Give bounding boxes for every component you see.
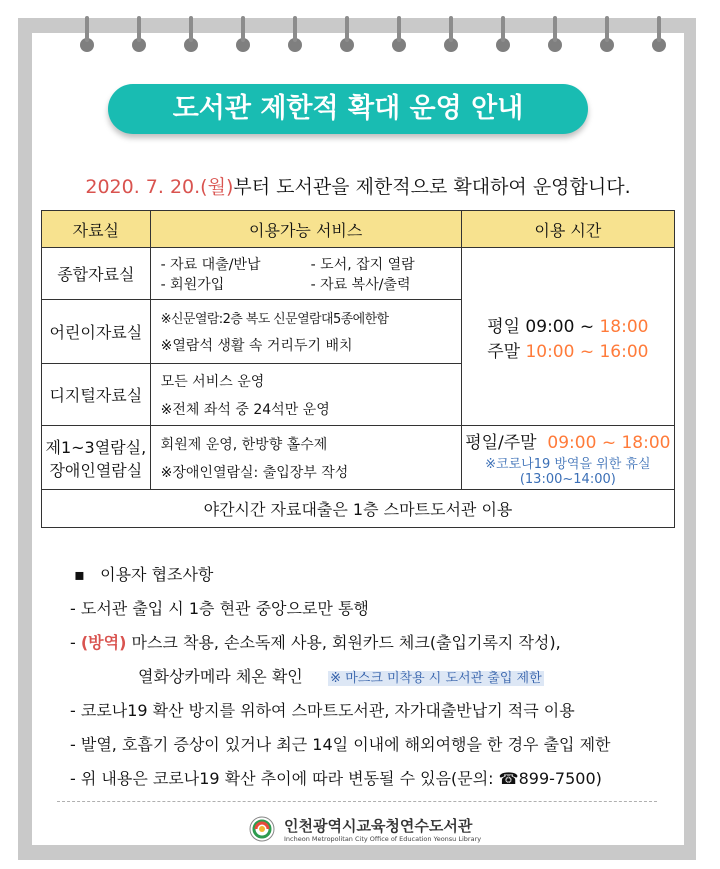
binder-ring [340,38,354,52]
weekday-hours: 평일 09:00 ~ [487,316,600,337]
service-item: 모든 서비스 운영 [160,373,265,390]
note-tag: (방역) [80,633,127,652]
note-line: - 코로나19 확산 방지를 위하여 스마트도서관, 자가대출반납기 적극 이용 [70,701,575,720]
table-footer-row [42,490,675,528]
binder-ring [600,38,614,52]
organization-name: 인천광역시교육청연수도서관 [284,817,473,835]
service-item: - 자료 대출/반납 [160,256,261,273]
note-line: - 위 내용은 코로나19 확산 추이에 따라 변동될 수 있음(문의: ☎899-7500) [70,769,602,788]
header-time: 이용 시간 [461,211,674,248]
weekend-label: 주말 [487,341,526,362]
binder-ring [548,38,562,52]
binder-ring [392,38,406,52]
note-text: 열화상카메라 체온 확인 [138,667,303,686]
service-item: ※장애인열람실: 출입장부 작성 [160,464,349,481]
room-general: 종합자료실 [42,248,151,300]
services-digital [150,364,461,426]
reading-label: 평일/주말 [465,433,537,453]
note-line [138,664,544,687]
header-service: 이용가능 서비스 [150,211,461,248]
library-logo-icon [249,816,275,842]
binder-ring [132,38,146,52]
note-dash: - [70,633,81,652]
note-line [70,630,561,653]
service-item: ※전체 좌석 중 24석만 운영 [160,401,330,418]
break-note: ※코로나19 방역을 위한 휴실 [485,457,651,472]
binder-ring [236,38,250,52]
service-item: - 도서, 잡지 열람 [310,256,415,273]
binder-ring [80,38,94,52]
room-reading [42,426,151,490]
subtitle-text: 부터 도서관을 제한적으로 확대하여 운영합니다. [233,176,631,198]
service-item: ※열람석 생활 속 거리두기 배치 [160,338,353,354]
note-line: - 발열, 호흡기 증상이 있거나 최근 14일 이내에 해외여행을 한 경우 출입 제한 [70,735,611,754]
table-header-row [42,211,675,248]
binder-ring [652,38,666,52]
service-item: - 자료 복사/출력 [310,276,411,293]
service-item: ※신문열람:2층 복도 신문열람대5종에한함 [160,312,389,327]
organization-name-en: Incheon Metropolitan City Office of Education Yeonsu Library [284,835,482,843]
break-time: (13:00~14:00) [519,472,616,487]
weekday-end: 18:00 [599,316,649,337]
service-item: - 회원가입 [160,276,225,293]
subtitle [38,172,678,199]
reading-hours: 09:00 ~ 18:00 [547,433,671,453]
table-row [42,248,675,300]
binder-ring [496,38,510,52]
services-general [150,248,461,300]
night-loan-note: 야간시간 자료대출은 1층 스마트도서관 이용 [42,490,675,528]
note-line: - 도서관 출입 시 1층 현관 중앙으로만 통행 [70,599,369,618]
bullet-icon: ▪ [74,565,85,584]
note-text: 마스크 착용, 손소독제 사용, 회원카드 체크(출입기록지 작성), [126,633,561,652]
page-title: 도서관 제한적 확대 운영 안내 [108,84,588,134]
room-children: 어린이자료실 [42,300,151,364]
table-row [42,426,675,490]
header-room: 자료실 [42,211,151,248]
binder-ring [444,38,458,52]
room-digital: 디지털자료실 [42,364,151,426]
services-children [150,300,461,364]
binder-ring [184,38,198,52]
services-reading [150,426,461,490]
service-item: 회원제 운영, 한방향 홀수제 [160,436,328,453]
time-main [461,248,674,426]
room-reading-line1: 제1~3열람실, [45,437,147,457]
notes-heading-text: 이용자 협조사항 [100,565,214,584]
mask-warning: ※ 마스크 미착용 시 도서관 출입 제한 [330,671,542,686]
room-reading-line2: 장애인열람실 [49,460,143,480]
notes-heading [74,562,213,585]
time-reading [461,426,674,490]
binder-ring [288,38,302,52]
subtitle-date: 2020. 7. 20.(월) [85,176,234,198]
weekend-hours: 10:00 ~ 16:00 [525,341,649,362]
divider [57,801,657,802]
schedule-table [41,210,675,528]
